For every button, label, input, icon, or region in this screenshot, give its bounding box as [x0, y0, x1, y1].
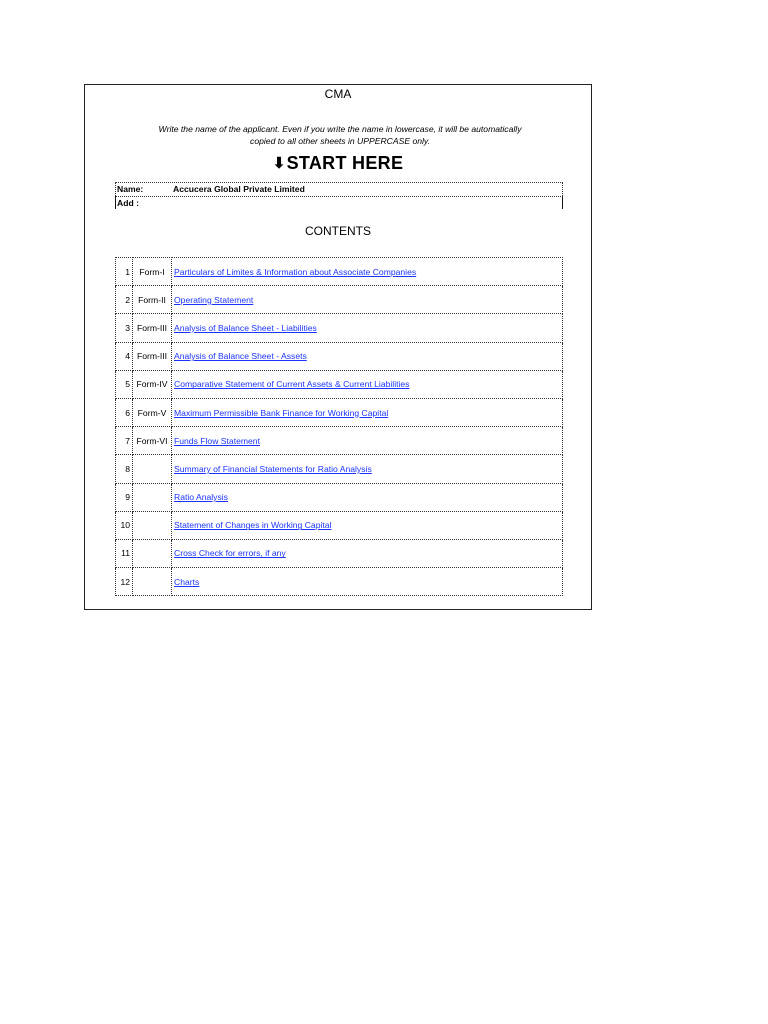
form-code: [133, 455, 172, 483]
sheet-link[interactable]: Summary of Financial Statements for Ratio Analysis: [174, 463, 372, 474]
form-code: Form-IV: [133, 370, 172, 398]
form-code: [133, 568, 172, 596]
sheet-title: CMA: [324, 87, 352, 101]
contents-row: [116, 483, 563, 511]
sheet-link[interactable]: Comparative Statement of Current Assets & Current Liabilities: [174, 379, 410, 390]
sheet-link[interactable]: Analysis of Balance Sheet - Assets: [174, 351, 307, 362]
start-here-heading: [85, 153, 591, 174]
contents-row: [116, 455, 563, 483]
instructions-text: [125, 123, 555, 147]
row-number: 2: [116, 286, 133, 314]
row-number: 4: [116, 342, 133, 370]
contents-row: [116, 539, 563, 567]
contents-title: CONTENTS: [305, 224, 371, 238]
contents-table: [115, 257, 563, 596]
applicant-name-input[interactable]: Accucera Global Private Limited: [173, 184, 305, 194]
description-cell: [172, 314, 563, 342]
form-code: Form-III: [133, 342, 172, 370]
form-code: Form-III: [133, 314, 172, 342]
applicant-name-row: [115, 182, 563, 196]
description-cell: [172, 455, 563, 483]
sheet-link[interactable]: Charts: [174, 576, 200, 587]
description-cell: [172, 511, 563, 539]
sheet-link[interactable]: Cross Check for errors, if any: [174, 548, 286, 559]
sheet-link[interactable]: Ratio Analysis: [174, 492, 228, 503]
start-here-label: START HERE: [286, 153, 404, 173]
sheet-link[interactable]: Maximum Permissible Bank Finance for Working Capital: [174, 407, 389, 418]
row-number: 5: [116, 370, 133, 398]
arrow-down-icon: ⬇: [272, 155, 286, 172]
form-code: [133, 483, 172, 511]
description-cell: [172, 539, 563, 567]
contents-row: [116, 427, 563, 455]
row-number: 12: [116, 568, 133, 596]
sheet-link[interactable]: Particulars of Limites & Information about Associate Companies: [174, 266, 417, 277]
sheet-link[interactable]: Funds Flow Statement: [174, 435, 260, 446]
name-label: Name:: [117, 184, 144, 194]
contents-row: [116, 370, 563, 398]
row-number: 8: [116, 455, 133, 483]
form-code: Form-VI: [133, 427, 172, 455]
instructions-line-2: copied to all other sheets in UPPERCASE only.: [250, 136, 430, 146]
description-cell: [172, 258, 563, 286]
instructions-line-1: Write the name of the applicant. Even if you write the name in lowercase, it will be automatically: [158, 124, 522, 134]
description-cell: [172, 342, 563, 370]
row-number: 9: [116, 483, 133, 511]
form-code: Form-II: [133, 286, 172, 314]
sheet-link[interactable]: Operating Statement: [174, 294, 254, 305]
sheet-link[interactable]: Analysis of Balance Sheet - Liabilities: [174, 322, 317, 333]
form-code: Form-V: [133, 398, 172, 426]
description-cell: [172, 427, 563, 455]
cma-sheet: [84, 84, 592, 610]
form-code: Form-I: [133, 258, 172, 286]
description-cell: [172, 370, 563, 398]
contents-row: [116, 568, 563, 596]
description-cell: [172, 398, 563, 426]
contents-row: [116, 258, 563, 286]
row-number: 1: [116, 258, 133, 286]
applicant-block: [115, 182, 563, 209]
contents-row: [116, 342, 563, 370]
contents-row: [116, 314, 563, 342]
form-code: [133, 511, 172, 539]
description-cell: [172, 483, 563, 511]
contents-row: [116, 398, 563, 426]
address-label: Add :: [117, 198, 139, 208]
contents-row: [116, 511, 563, 539]
sheet-link[interactable]: Statement of Changes in Working Capital: [174, 520, 332, 531]
row-number: 7: [116, 427, 133, 455]
row-number: 10: [116, 511, 133, 539]
row-number: 6: [116, 398, 133, 426]
description-cell: [172, 568, 563, 596]
contents-row: [116, 286, 563, 314]
row-number: 11: [116, 539, 133, 567]
applicant-address-row: [115, 196, 563, 209]
form-code: [133, 539, 172, 567]
row-number: 3: [116, 314, 133, 342]
description-cell: [172, 286, 563, 314]
